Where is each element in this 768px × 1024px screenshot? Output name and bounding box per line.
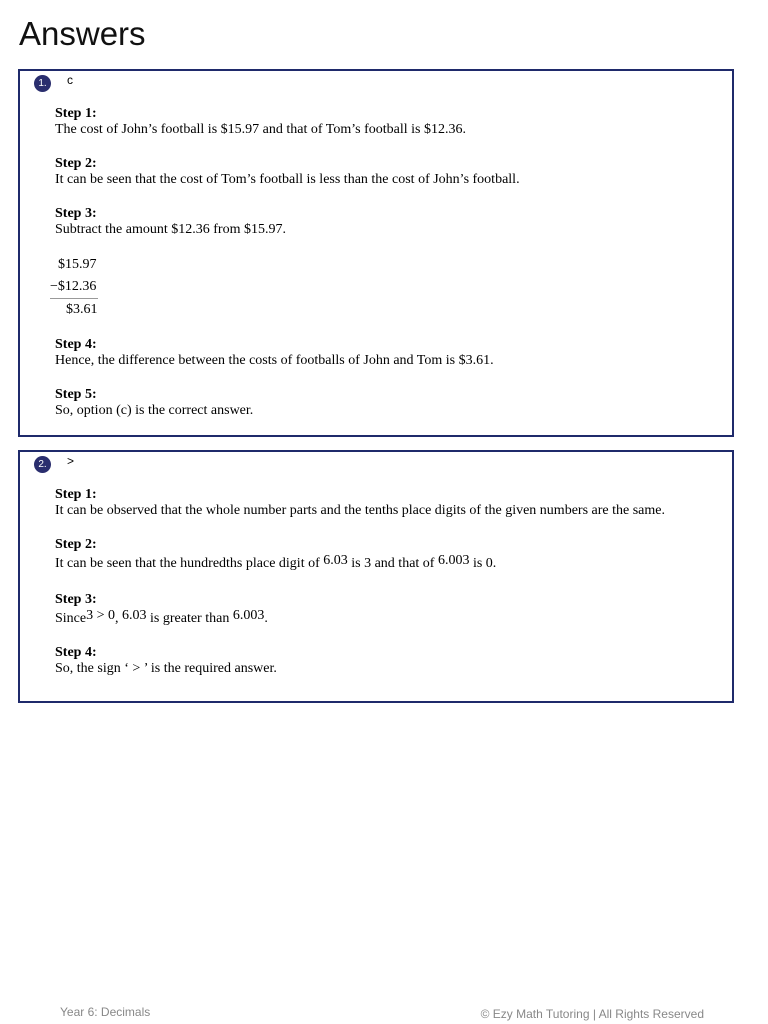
step-label: Step 3:: [55, 592, 97, 607]
step-5: [55, 387, 253, 419]
answer-choice: c: [67, 73, 73, 87]
math-value: 6.003: [232, 608, 265, 623]
answer-choice: >: [67, 454, 75, 468]
math-value: 3 > 0: [86, 608, 116, 623]
text-part: Since: [55, 611, 87, 626]
step-2: [55, 537, 496, 572]
step-4: [55, 645, 277, 677]
answer-card-1: [18, 69, 734, 437]
step-1: [55, 487, 665, 519]
page-title: Answers: [19, 15, 146, 52]
step-text: [55, 608, 268, 627]
text-part: is 3 and that of: [351, 556, 435, 571]
step-label: Step 1:: [55, 487, 97, 502]
text-part: is 0.: [472, 556, 497, 571]
step-text: [55, 553, 497, 572]
footer-topic: Year 6: Decimals: [60, 1005, 151, 1019]
text-part: is greater than: [150, 611, 230, 626]
step-label: Step 4:: [55, 645, 97, 660]
footer-copyright: © Ezy Math Tutoring | All Rights Reserved: [480, 1007, 704, 1021]
question-number-badge: 1.: [34, 75, 51, 92]
step-text: Hence, the difference between the costs of footballs of John and Tom is $3.61.: [55, 353, 494, 368]
step-label: Step 2:: [55, 537, 97, 552]
step-2: [55, 156, 520, 188]
step-4: [55, 337, 494, 369]
step-label: Step 5:: [55, 387, 97, 402]
text-part: .: [264, 611, 268, 626]
minuend: $15.97: [58, 257, 97, 272]
subtrahend: −$12.36: [50, 276, 98, 299]
step-text: Subtract the amount $12.36 from $15.97.: [55, 222, 286, 237]
question-number-badge: 2.: [34, 456, 51, 473]
step-label: Step 1:: [55, 106, 97, 121]
step-text: The cost of John’s football is $15.97 and that of Tom’s football is $12.36.: [55, 122, 466, 137]
step-text: So, option (c) is the correct answer.: [55, 403, 254, 418]
step-text: It can be seen that the cost of Tom’s football is less than the cost of John’s football.: [55, 172, 520, 187]
math-value: 6.03: [323, 553, 348, 568]
text-part: ,: [115, 611, 119, 626]
step-label: Step 3:: [55, 206, 97, 221]
subtraction-calculation: [50, 254, 98, 321]
math-value: 6.003: [437, 553, 470, 568]
difference-result: $3.61: [66, 302, 98, 317]
step-text: It can be observed that the whole number parts and the tenths place digits of the given numbers are the same.: [55, 503, 665, 518]
step-label: Step 4:: [55, 337, 97, 352]
step-3: [55, 206, 286, 238]
step-text: So, the sign ‘ > ’ is the required answer.: [55, 661, 277, 676]
answer-card-2: [18, 450, 734, 703]
step-3: [55, 592, 268, 627]
step-label: Step 2:: [55, 156, 97, 171]
text-part: It can be seen that the hundredths place digit of: [55, 556, 320, 571]
step-1: [55, 106, 466, 138]
math-value: 6.03: [122, 608, 147, 623]
